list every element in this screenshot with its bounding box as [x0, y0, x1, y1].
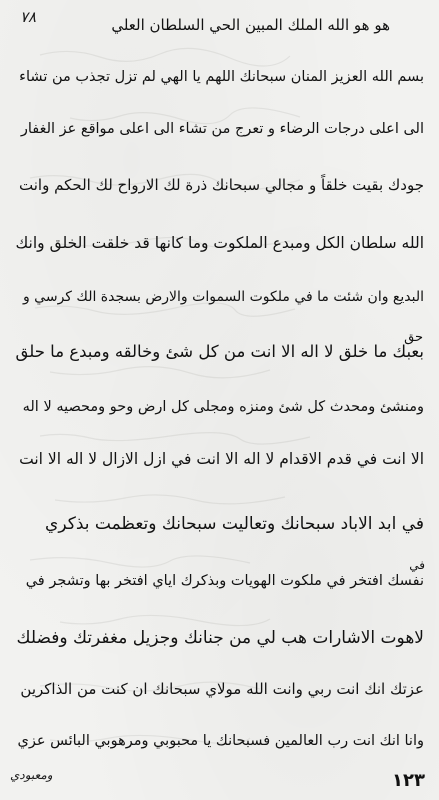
text-line-13: عزتك انك انت ربي وانت الله مولاي سبحانك ان كنت من الذاكرين [20, 680, 424, 698]
text-line-7: بعبك ما خلق لا اله الا انت من كل شئ وخالقه ومبدع ما حلق [15, 342, 424, 361]
text-line-4: جودك بقيت خلقاً و مجالي سبحانك ذرة لك الارواح لك الحكم وانت [19, 176, 424, 194]
text-line-11: نفسك افتخر في ملكوت الهويات وبذكرك اياي افتخر بها وتشجر في [25, 573, 424, 589]
text-line-5: الله سلطان الكل ومبدع الملكوت وما كانها قد خلقت الخلق وانك [15, 234, 424, 252]
text-line-10: في ابد الاباد سبحانك وتعاليت سبحانك وتعظمت بذكري [45, 514, 424, 534]
margin-note-1: حق [404, 330, 423, 345]
text-line-6: البديع وان شئت ما في ملكوت السموات والارض بسجدة الك كرسي و [22, 289, 424, 305]
text-line-2: بسم الله العزيز المنان سبحانك اللهم يا الهي لم تزل تجذب من تشاء [19, 69, 424, 85]
catchword: ومعبودي [10, 768, 53, 782]
page-number: ١٢٣ [392, 770, 425, 791]
text-line-3: الى اعلى درجات الرضاء و تعرج من تشاء الى اعلى مواقع عز الغفار [20, 121, 424, 137]
manuscript-text [8, 0, 430, 760]
text-line-14: وانا انك انت رب العالمين فسبحانك يا محبوبي ومرهوبي البائس عزي [17, 733, 424, 749]
margin-note-2: في [409, 558, 425, 572]
text-line-8: ومنشئ ومحدث كل شئ ومنزه ومجلى كل ارض وحو ومحصيه لا اله [22, 399, 424, 415]
text-line-1: هو هو الله الملك المبين الحي السلطان العلي [111, 16, 390, 34]
text-line-9: الا انت في قدم الاقدام لا اله الا انت في ازل الازال لا اله الا انت [19, 450, 424, 468]
folio-number: ٧٨ [20, 8, 37, 26]
text-line-12: لاهوت الاشارات هب لي من جنانك وجزيل مغفرتك وفضلك [16, 628, 424, 648]
